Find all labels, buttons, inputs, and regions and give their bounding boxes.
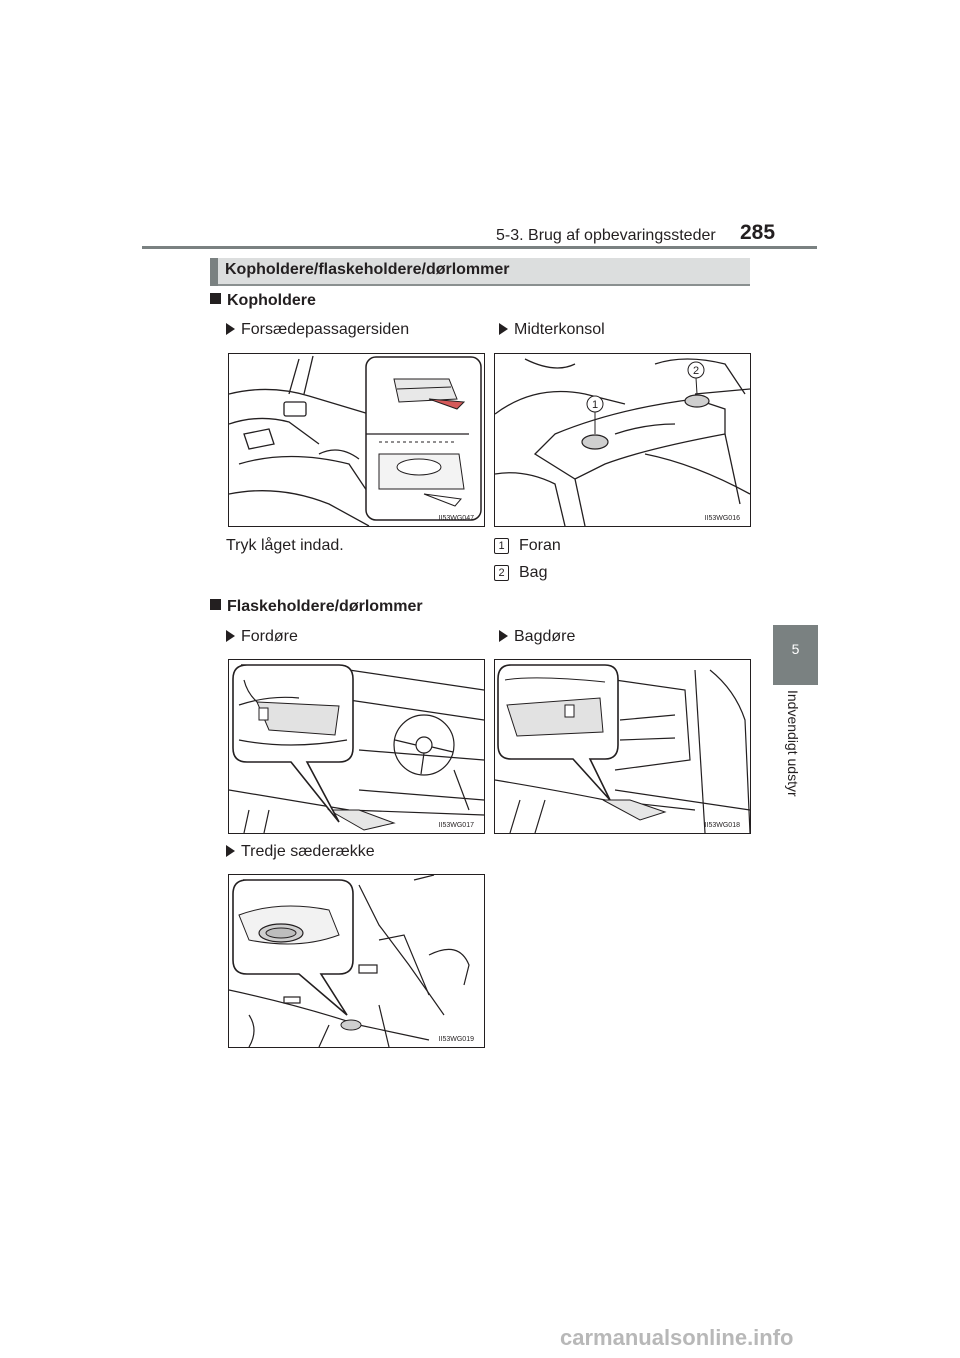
triangle-bullet-icon (226, 630, 235, 642)
label-passenger-text: Forsædepassagersiden (241, 321, 410, 338)
square-bullet-icon (210, 293, 221, 304)
legend-item-1 (494, 537, 561, 555)
label-console (499, 321, 605, 339)
figure-code: II53WG019 (438, 1036, 474, 1043)
figure-passenger-cup-holder (228, 353, 485, 527)
subsection-cup-holders (210, 292, 316, 310)
triangle-bullet-icon (499, 630, 508, 642)
figure-code: II53WG018 (704, 822, 740, 829)
legend-text: Foran (519, 537, 561, 554)
square-bullet-icon (210, 599, 221, 610)
caption-passenger: Tryk låget indad. (226, 537, 344, 554)
label-front-door (226, 628, 298, 646)
subsection-bottle-holders (210, 598, 423, 616)
label-rear-door-text: Bagdøre (514, 628, 576, 645)
figure-code: II53WG047 (438, 515, 474, 522)
illustration-front-door (229, 660, 484, 833)
svg-text:2: 2 (692, 365, 700, 377)
callout-number: 2 (494, 565, 509, 581)
label-console-text: Midterkonsol (514, 321, 605, 338)
triangle-bullet-icon (226, 845, 235, 857)
page-number: 285 (740, 221, 776, 244)
figure-third-row (228, 874, 485, 1048)
svg-text:1: 1 (591, 399, 599, 411)
subsection-cup-title: Kopholdere (227, 292, 316, 309)
section-title: Kopholdere/flaskeholdere/dørlommer (225, 261, 510, 278)
watermark: carmanualsonline.info (560, 1325, 794, 1350)
illustration-passenger-dash (229, 354, 484, 526)
label-passenger (226, 321, 409, 339)
label-third-row-text: Tredje sæderække (241, 843, 375, 860)
label-third-row (226, 843, 375, 861)
chapter-tab-label: Indvendigt udstyr (785, 690, 801, 797)
label-front-door-text: Fordøre (241, 628, 298, 645)
callout-number: 1 (494, 538, 509, 554)
illustration-center-console (495, 354, 750, 526)
subsection-bottle-title: Flaskeholdere/dørlommer (227, 598, 423, 615)
figure-center-console (494, 353, 751, 527)
legend-item-2 (494, 564, 547, 582)
illustration-third-row (229, 875, 484, 1047)
chapter-tab-number: 5 (791, 641, 800, 657)
illustration-rear-door (495, 660, 750, 833)
section-title-stripe (210, 258, 218, 286)
figure-rear-door (494, 659, 751, 834)
figure-code: II53WG017 (438, 822, 474, 829)
legend-text: Bag (519, 564, 548, 581)
figure-code: II53WG016 (704, 515, 740, 522)
header-rule (142, 246, 817, 249)
triangle-bullet-icon (499, 323, 508, 335)
label-rear-door (499, 628, 575, 646)
triangle-bullet-icon (226, 323, 235, 335)
running-header-section: 5-3. Brug af opbevaringssteder (496, 227, 716, 244)
figure-front-door (228, 659, 485, 834)
